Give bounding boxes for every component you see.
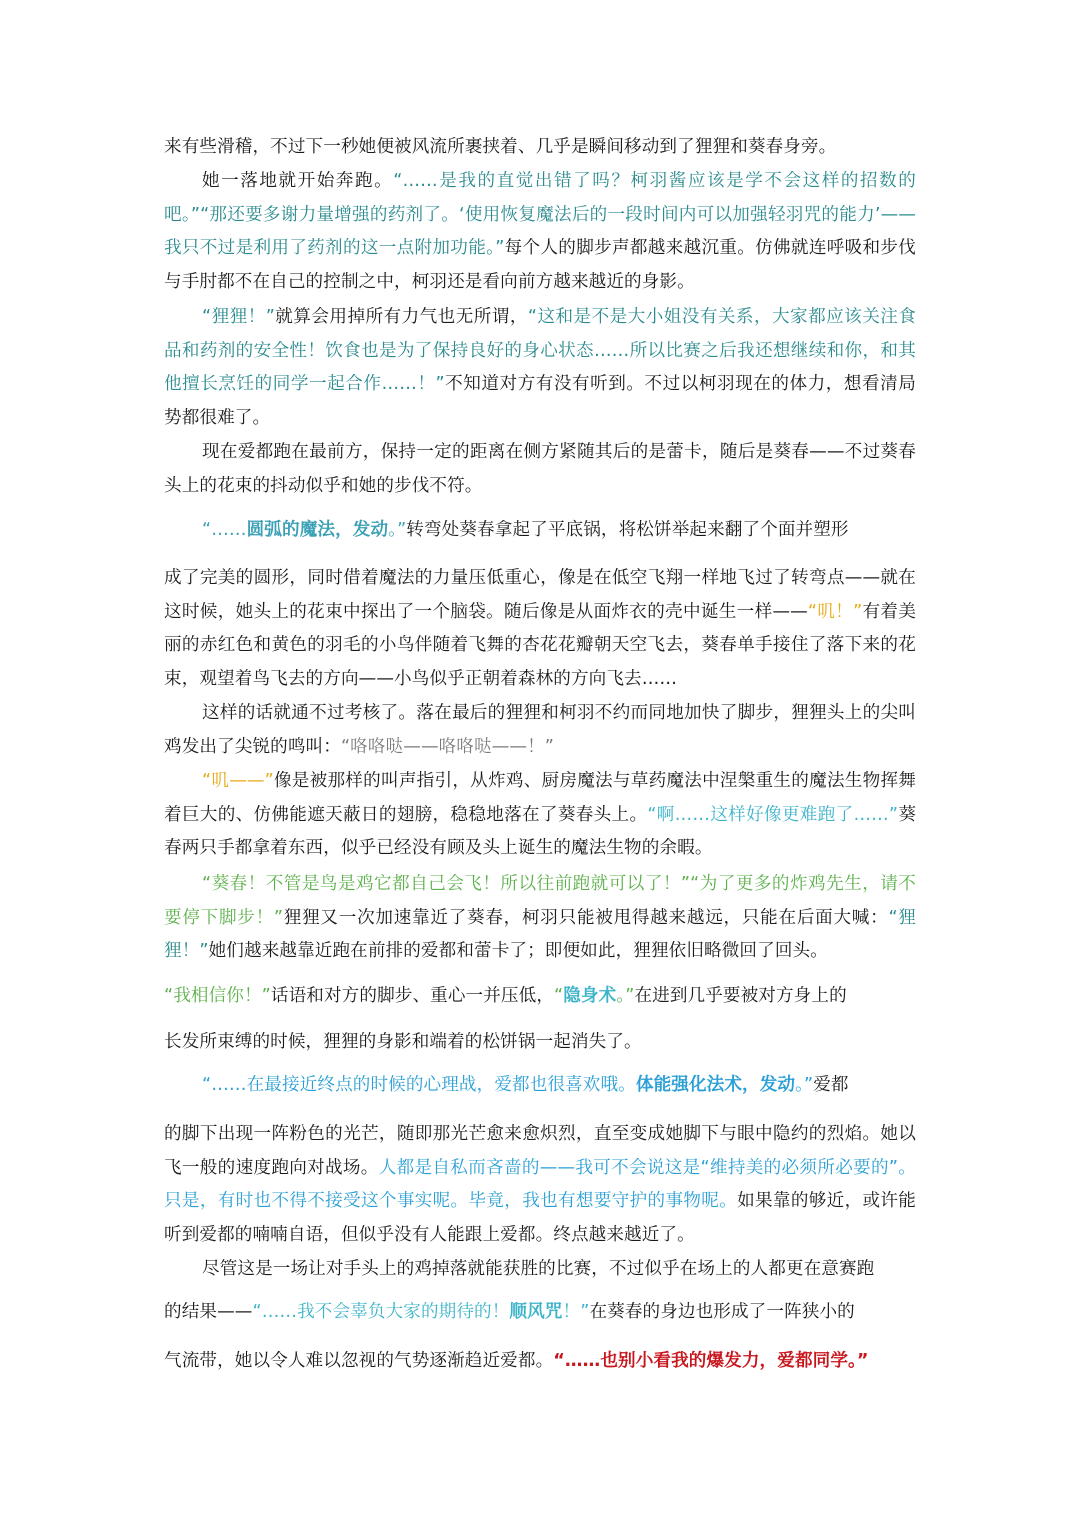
paragraph-5 <box>164 514 916 548</box>
dialogue-close: 。” <box>616 986 635 1006</box>
narration: 的脚下出现一阵粉色的光芒，随即那光芒愈来愈炽烈，直至变成她脚下与眼中隐约的烈焰。她以飞一般的速度跑向对战场。 <box>164 1124 916 1178</box>
paragraph-2 <box>164 165 916 299</box>
narration: 尽管这是一场让对手头上的鸡掉落就能获胜的比赛，不过似乎在场上的人都更在意赛跑 <box>202 1259 875 1279</box>
spell-name: 顺风咒 <box>509 1302 563 1322</box>
paragraph-15 <box>164 1296 916 1330</box>
dialogue-close: ！” <box>562 1302 590 1322</box>
paragraph-12 <box>164 1069 916 1103</box>
narration: 她一落地就开始奔跑。 <box>202 171 394 191</box>
spell-name: 圆弧的魔法，发动 <box>246 520 389 540</box>
narration: 气流带，她以令人难以忽视的气势逐渐趋近爱都。 <box>164 1351 554 1371</box>
paragraph-16 <box>164 1345 916 1379</box>
narration: 每个人的脚步声都越来越沉重。仿佛就连呼吸和步伐与手肘都不在自己的控制之中，柯羽还是看向前方越来越近的身影。 <box>164 238 916 292</box>
narration: 她们越来越靠近跑在前排的爱都和蕾卡了；即便如此，狸狸依旧略微回了回头。 <box>208 941 828 962</box>
narration: 来有些滑稽，不过下一秒她便被风流所裹挟着、几乎是瞬间移动到了狸狸和葵春身旁。 <box>164 137 837 157</box>
dialogue-open: “ <box>554 986 564 1006</box>
dialogue-kuiharu: “……我不会辜负大家的期待的！ <box>252 1302 510 1322</box>
paragraph-13 <box>164 1118 916 1252</box>
dialogue-close: 。” <box>795 1075 814 1095</box>
narration: 像是被那样的叫声指引，从炸鸡、厨房魔法与草药魔法中涅槃重生的魔法生物挥舞着巨大的、仿佛能遮天蔽日的翅膀，稳稳地落在了葵春头上。 <box>164 771 917 825</box>
narration: 在进到几乎要被对方身上的 <box>634 986 847 1006</box>
dialogue-close: 。” <box>388 520 407 540</box>
narration: 爱都 <box>813 1075 849 1095</box>
narration: 不知道对方有没有听到。不过以柯羽现在的体力，想看清局势都很难了。 <box>164 374 916 428</box>
narration: 的结果—— <box>164 1302 253 1322</box>
dialogue-kehane: “这和是不是大小姐没有关系，大家都应该关注食品和药剂的安全性！饮食也是为了保持良好的身心状态……所以比赛之后我还想继续和你，和其他擅长烹饪的同学一起合作……！” <box>164 307 916 395</box>
dialogue-kehane: “……是我的直觉出错了吗？柯羽酱应该是学不会这样的招数的吧。”“那还要多谢力量增强的药剂了。‘使用恢复魔法后的一段时间内可以加强轻羽咒的能力’——我只不过是利用了药剂的这一点附加功能。” <box>164 171 916 259</box>
dialogue-leika: “……也别小看我的爆发力，爱都同学。” <box>553 1351 869 1371</box>
narration: 长发所束缚的时候，狸狸的身影和端着的松饼锅一起消失了。 <box>164 1032 642 1052</box>
narration: 就算会用掉所有力气也无所谓， <box>274 307 528 327</box>
narration: 葵春两只手都拿着东西，似乎已经没有顾及头上诞生的魔法生物的余暇。 <box>164 804 917 859</box>
paragraph-6 <box>164 562 916 696</box>
paragraph-3 <box>164 301 916 435</box>
bird-cry: “叽！” <box>807 601 863 622</box>
chicken-cry: “咯咯哒——咯咯哒——！” <box>340 736 555 757</box>
paragraph-1 <box>164 131 916 165</box>
narration: 话语和对方的脚步、重心一并压低， <box>270 986 555 1006</box>
dialogue-kuiharu: “啊……这样好像更难跑了……” <box>647 804 899 825</box>
dialogue-lili: “葵春！不管是鸟是鸡它都自己会飞！所以往前跑就可以了！”“为了更多的炸鸡先生，请不要停下脚步！” <box>164 874 916 928</box>
dialogue-aidu: “……在最接近终点的时候的心理战，爱都也很喜欢哦。 <box>202 1075 636 1095</box>
paragraph-10 <box>164 980 916 1014</box>
paragraph-7 <box>164 697 916 764</box>
spell-name: 隐身术 <box>563 986 617 1006</box>
narration: 在葵春的身边也形成了一阵狭小的 <box>589 1302 855 1322</box>
paragraph-8 <box>164 765 916 866</box>
narration: 现在爱都跑在最前方，保持一定的距离在侧方紧随其后的是蕾卡，随后是葵春——不过葵春头上的花束的抖动似乎和她的步伐不符。 <box>164 442 916 496</box>
narration: 有着美丽的赤红色和黄色的羽毛的小鸟伴随着飞舞的杏花花瓣朝天空飞去，葵春单手接住了落下来的花束，观望着鸟飞去的方向——小鸟似乎正朝着森林的方向飞去…… <box>164 601 916 689</box>
narration: 成了完美的圆形，同时借着魔法的力量压低重心，像是在低空飞翔一样地飞过了转弯点——就在这时候，她头上的花束中探出了一个脑袋。随后像是从面炸衣的壳中诞生一样—— <box>164 568 916 622</box>
dialogue-lili: “我相信你！” <box>164 986 271 1006</box>
narration: 狸狸又一次加速靠近了葵春，柯羽只能被甩得越来越远，只能在后面大喊： <box>283 907 889 928</box>
bird-cry: “叽——” <box>202 771 274 791</box>
dialogue-open: “…… <box>202 520 247 540</box>
paragraph-14 <box>164 1253 916 1287</box>
paragraph-11 <box>164 1026 916 1060</box>
paragraph-4 <box>164 436 916 503</box>
monologue-aidu: 人都是自私而吝啬的——我可不会说这是“维持美的必须所必要的”。只是，有时也不得不接受这个事实呢。毕竟，我也有想要守护的事物呢。 <box>164 1157 916 1212</box>
paragraph-9 <box>164 868 916 969</box>
dialogue-call: “狸狸！” <box>202 307 275 327</box>
spell-name: 体能强化法术，发动 <box>635 1075 796 1095</box>
narration: 如果靠的够近，或许能听到爱都的喃喃自语，但似乎没有人能跟上爱都。终点越来越近了。 <box>164 1191 916 1245</box>
narration: 转弯处葵春拿起了平底锅，将松饼举起来翻了个面并塑形 <box>406 520 849 540</box>
narration: 这样的话就通不过考核了。落在最后的狸狸和柯羽不约而同地加快了脚步，狸狸头上的尖叫鸡发出了尖锐的鸣叫： <box>164 703 916 757</box>
dialogue-call: “狸狸！” <box>164 907 916 962</box>
